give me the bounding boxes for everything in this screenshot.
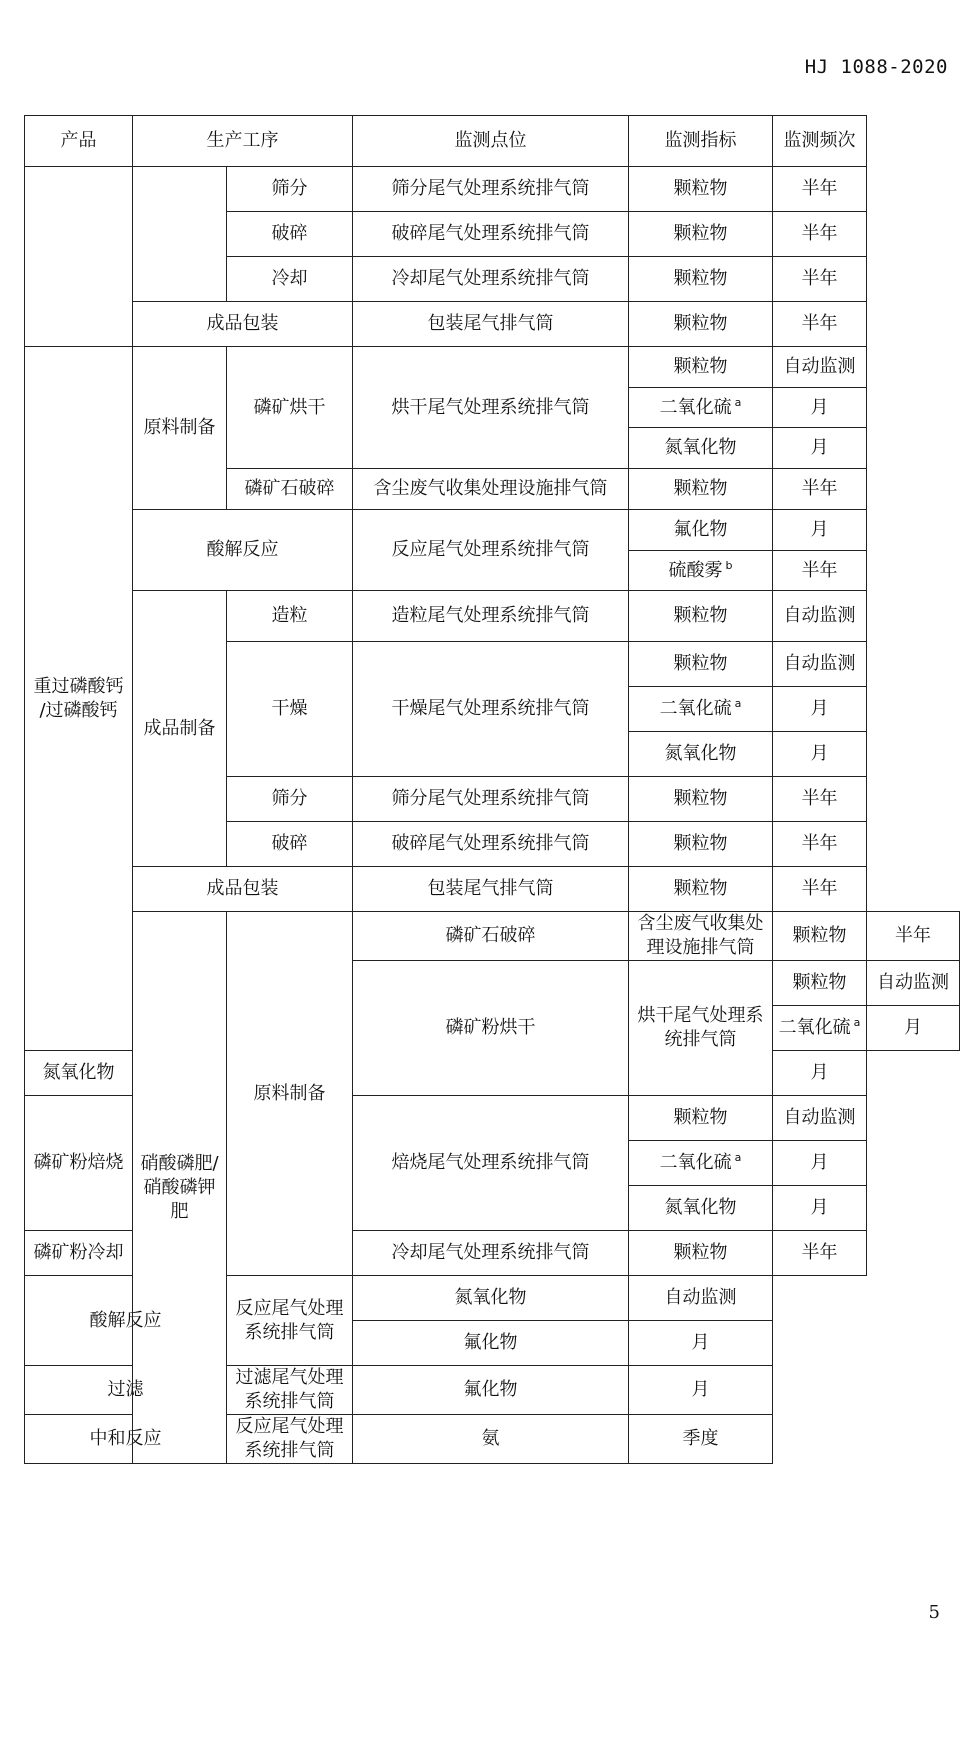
frequency-cell: 月 — [773, 732, 867, 777]
indicator-cell — [629, 388, 773, 428]
header-product: 产品 — [25, 116, 133, 167]
footnote-mark: a — [853, 1016, 861, 1029]
point-cell: 筛分尾气处理系统排气筒 — [353, 167, 629, 212]
indicator-cell: 颗粒物 — [629, 1096, 773, 1141]
indicator-cell: 颗粒物 — [629, 167, 773, 212]
header-point: 监测点位 — [353, 116, 629, 167]
table-row — [25, 302, 960, 347]
indicator-cell: 颗粒物 — [629, 469, 773, 510]
indicator-cell: 颗粒物 — [773, 961, 867, 1006]
frequency-cell: 月 — [773, 428, 867, 469]
indicator-cell: 氟化物 — [629, 510, 773, 551]
indicator-cell: 氮氧化物 — [629, 428, 773, 469]
indicator-cell: 颗粒物 — [629, 591, 773, 642]
indicator-name: 二氧化硫 — [778, 1017, 851, 1038]
indicator-cell: 氟化物 — [353, 1321, 629, 1366]
indicator-cell: 氟化物 — [353, 1366, 629, 1415]
step-cell: 原料制备 — [133, 347, 227, 510]
indicator-cell: 氮氧化物 — [629, 1186, 773, 1231]
frequency-cell: 自动监测 — [773, 347, 867, 388]
table-row — [25, 347, 960, 388]
document-code: HJ 1088-2020 — [804, 56, 948, 78]
indicator-cell: 颗粒物 — [773, 912, 867, 961]
indicator-cell: 氮氧化物 — [629, 732, 773, 777]
frequency-cell: 自动监测 — [773, 1096, 867, 1141]
header-process: 生产工序 — [133, 116, 353, 167]
point-cell: 焙烧尾气处理系统排气筒 — [353, 1096, 629, 1231]
indicator-cell: 颗粒物 — [629, 777, 773, 822]
footnote-mark: b — [725, 558, 733, 572]
indicator-name: 硫酸雾 — [668, 559, 723, 581]
step-cell: 酸解反应 — [133, 510, 353, 591]
frequency-cell: 自动监测 — [773, 642, 867, 687]
footnote-mark: a — [734, 395, 742, 409]
table-row — [25, 867, 960, 912]
table-row — [25, 167, 960, 212]
point-cell: 冷却尾气处理系统排气筒 — [353, 1231, 629, 1276]
indicator-cell — [629, 551, 773, 591]
step-cell — [133, 167, 227, 302]
table-row — [25, 1366, 960, 1415]
step-cell: 酸解反应 — [25, 1276, 227, 1366]
frequency-cell: 季度 — [629, 1415, 773, 1464]
frequency-cell: 月 — [629, 1321, 773, 1366]
indicator-cell: 颗粒物 — [629, 212, 773, 257]
table-row — [25, 912, 960, 961]
substep-cell: 磷矿石破碎 — [227, 469, 353, 510]
substep-cell: 干燥 — [227, 642, 353, 777]
indicator-cell: 颗粒物 — [629, 302, 773, 347]
footnote-mark: a — [734, 697, 742, 710]
substep-cell: 破碎 — [227, 822, 353, 867]
frequency-cell: 自动监测 — [867, 961, 960, 1006]
indicator-cell: 颗粒物 — [629, 642, 773, 687]
header-frequency: 监测频次 — [773, 116, 867, 167]
point-cell: 包装尾气排气筒 — [353, 867, 629, 912]
indicator-cell: 氨 — [353, 1415, 629, 1464]
point-cell: 包装尾气排气筒 — [353, 302, 629, 347]
frequency-cell: 月 — [773, 388, 867, 428]
indicator-cell — [773, 1006, 867, 1051]
frequency-cell: 自动监测 — [629, 1276, 773, 1321]
frequency-cell: 半年 — [773, 302, 867, 347]
indicator-cell — [629, 687, 773, 732]
step-cell: 成品制备 — [133, 591, 227, 867]
indicator-cell — [629, 1141, 773, 1186]
step-cell: 中和反应 — [25, 1415, 227, 1464]
substep-cell: 冷却 — [227, 257, 353, 302]
point-cell: 破碎尾气处理系统排气筒 — [353, 212, 629, 257]
frequency-cell: 月 — [773, 1186, 867, 1231]
product-cell: 硝酸磷肥/ 硝酸磷钾肥 — [133, 912, 227, 1464]
product-cell: 重过磷酸钙 /过磷酸钙 — [25, 347, 133, 1051]
point-cell: 过滤尾气处理系统排气筒 — [227, 1366, 353, 1415]
step-cell: 成品包装 — [133, 302, 353, 347]
point-cell: 反应尾气处理系统排气筒 — [353, 510, 629, 591]
frequency-cell: 半年 — [773, 822, 867, 867]
point-cell: 筛分尾气处理系统排气筒 — [353, 777, 629, 822]
frequency-cell: 半年 — [773, 777, 867, 822]
point-cell: 烘干尾气处理系统排气筒 — [353, 347, 629, 469]
table-row — [25, 1276, 960, 1321]
indicator-cell: 颗粒物 — [629, 347, 773, 388]
indicator-cell: 颗粒物 — [629, 822, 773, 867]
frequency-cell: 月 — [773, 1051, 867, 1096]
substep-cell: 破碎 — [227, 212, 353, 257]
frequency-cell: 半年 — [773, 1231, 867, 1276]
substep-cell: 造粒 — [227, 591, 353, 642]
indicator-cell: 颗粒物 — [629, 867, 773, 912]
point-cell: 破碎尾气处理系统排气筒 — [353, 822, 629, 867]
step-cell: 成品包装 — [133, 867, 353, 912]
frequency-cell: 半年 — [773, 212, 867, 257]
monitoring-table — [24, 115, 960, 1464]
substep-cell: 磷矿粉冷却 — [25, 1231, 133, 1276]
frequency-cell: 半年 — [773, 867, 867, 912]
frequency-cell: 月 — [773, 510, 867, 551]
substep-cell: 筛分 — [227, 167, 353, 212]
frequency-cell: 月 — [773, 687, 867, 732]
footnote-mark: a — [734, 1151, 742, 1164]
indicator-name: 二氧化硫 — [659, 698, 732, 719]
table-row — [25, 1415, 960, 1464]
step-cell: 过滤 — [25, 1366, 227, 1415]
product-cell — [25, 167, 133, 347]
point-cell: 反应尾气处理系统排气筒 — [227, 1276, 353, 1366]
frequency-cell: 月 — [773, 1141, 867, 1186]
indicator-cell: 氮氧化物 — [353, 1276, 629, 1321]
table-row — [25, 591, 960, 642]
page-number: 5 — [928, 1602, 940, 1623]
substep-cell: 磷矿石破碎 — [353, 912, 629, 961]
table-row — [25, 510, 960, 551]
frequency-cell: 半年 — [773, 469, 867, 510]
frequency-cell: 半年 — [773, 551, 867, 591]
table-header-row — [25, 116, 960, 167]
indicator-cell: 颗粒物 — [629, 1231, 773, 1276]
step-cell: 原料制备 — [227, 912, 353, 1276]
indicator-cell: 颗粒物 — [629, 257, 773, 302]
point-cell: 干燥尾气处理系统排气筒 — [353, 642, 629, 777]
header-indicator: 监测指标 — [629, 116, 773, 167]
frequency-cell: 半年 — [867, 912, 960, 961]
point-cell: 含尘废气收集处理设施排气筒 — [353, 469, 629, 510]
frequency-cell: 月 — [867, 1006, 960, 1051]
substep-cell: 磷矿粉烘干 — [353, 961, 629, 1096]
substep-cell: 磷矿粉焙烧 — [25, 1096, 133, 1231]
substep-cell: 筛分 — [227, 777, 353, 822]
point-cell: 烘干尾气处理系统排气筒 — [629, 961, 773, 1096]
point-cell: 冷却尾气处理系统排气筒 — [353, 257, 629, 302]
point-cell: 含尘废气收集处理设施排气筒 — [629, 912, 773, 961]
frequency-cell: 半年 — [773, 257, 867, 302]
frequency-cell: 半年 — [773, 167, 867, 212]
indicator-name: 二氧化硫 — [659, 396, 732, 418]
indicator-name: 二氧化硫 — [659, 1152, 732, 1173]
indicator-cell: 氮氧化物 — [25, 1051, 133, 1096]
frequency-cell: 自动监测 — [773, 591, 867, 642]
substep-cell: 磷矿烘干 — [227, 347, 353, 469]
point-cell: 造粒尾气处理系统排气筒 — [353, 591, 629, 642]
frequency-cell: 月 — [629, 1366, 773, 1415]
point-cell: 反应尾气处理系统排气筒 — [227, 1415, 353, 1464]
